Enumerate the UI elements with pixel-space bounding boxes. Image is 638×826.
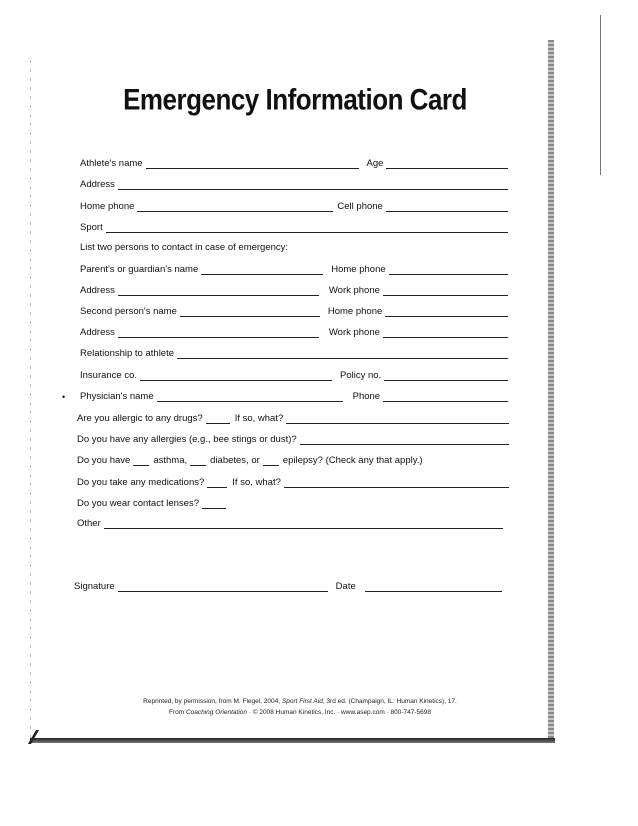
do-you-have-label: Do you have [77, 455, 131, 466]
address-2-label: Address [80, 285, 115, 296]
physician-field[interactable] [157, 391, 343, 402]
address-2-field[interactable] [118, 285, 319, 296]
signature-field[interactable] [118, 581, 328, 592]
work-phone-label: Work phone [328, 285, 380, 296]
home-phone-3-field[interactable] [385, 306, 508, 317]
address-3-label: Address [80, 327, 115, 338]
phone-field[interactable] [383, 391, 508, 402]
sport-row [80, 219, 508, 233]
work-phone-2-field[interactable] [383, 327, 508, 338]
if-so-label: If so, what? [234, 413, 284, 424]
sport-label: Sport [80, 222, 103, 233]
relationship-label: Relationship to athlete [80, 348, 175, 359]
athlete-name-label: Athlete's name [80, 158, 143, 169]
other-row [77, 515, 503, 529]
contacts-label: Do you wear contact lenses? [77, 498, 199, 509]
address-2-row [80, 282, 508, 296]
cell-phone-field[interactable] [386, 201, 508, 212]
parent-name-field[interactable] [201, 264, 323, 275]
allergies-row [77, 431, 509, 445]
address-3-row [80, 324, 508, 338]
asthma-checkbox[interactable] [133, 455, 149, 466]
second-person-row [80, 303, 508, 317]
address-3-field[interactable] [118, 327, 319, 338]
phone-row [80, 198, 508, 212]
page-title: Emergency Information Card [123, 81, 467, 117]
address-row [80, 176, 508, 190]
insurance-field[interactable] [140, 370, 332, 381]
home-phone-field[interactable] [137, 201, 333, 212]
allergies-label: Do you have any allergies (e.g., bee stings or dust)? [77, 434, 297, 445]
date-label: Date [335, 581, 356, 592]
diabetes-label: diabetes, or [210, 455, 260, 466]
policy-field[interactable] [384, 370, 508, 381]
insurance-row [80, 367, 508, 381]
drug-allergy-row [77, 410, 509, 424]
address-label: Address [80, 179, 115, 190]
home-phone-3-label: Home phone [327, 306, 383, 317]
other-label: Other [77, 518, 101, 529]
drug-allergy-field[interactable] [206, 413, 230, 424]
relationship-row [80, 345, 508, 359]
home-phone-label: Home phone [80, 201, 135, 212]
scan-edge [30, 60, 31, 740]
age-field[interactable] [386, 158, 508, 169]
address-field[interactable] [118, 179, 508, 190]
medications-label: Do you take any medications? [77, 477, 205, 488]
relationship-field[interactable] [177, 348, 508, 359]
scan-edge [600, 15, 601, 175]
sport-field[interactable] [106, 222, 508, 233]
athlete-name-field[interactable] [146, 158, 359, 169]
medications-row [77, 474, 509, 488]
physician-row [80, 388, 508, 402]
allergies-field[interactable] [300, 434, 509, 445]
signature-row [74, 578, 502, 592]
asthma-label: asthma, [153, 455, 188, 466]
epilepsy-checkbox[interactable] [263, 455, 279, 466]
age-label: Age [366, 158, 384, 169]
date-field[interactable] [365, 581, 502, 592]
work-phone-field[interactable] [383, 285, 508, 296]
scan-edge [548, 40, 554, 740]
conditions-row [77, 452, 509, 466]
athlete-name-row [80, 155, 508, 169]
physician-label: Physician's name [80, 391, 154, 402]
work-phone-2-label: Work phone [328, 327, 380, 338]
if-so-label-2: If so, what? [232, 477, 281, 488]
policy-label: Policy no. [340, 370, 382, 381]
contacts-row [77, 495, 509, 509]
parent-name-label: Parent's or guardian's name [80, 264, 199, 275]
diabetes-checkbox[interactable] [190, 455, 206, 466]
home-phone-2-label: Home phone [331, 264, 386, 275]
contact-instruction: List two persons to contact in case of emergency: [80, 242, 289, 253]
second-person-field[interactable] [180, 306, 320, 317]
bullet-mark: • [62, 392, 66, 402]
drug-allergy-label: Are you allergic to any drugs? [77, 413, 203, 424]
medications-field[interactable] [207, 477, 227, 488]
credit-line-2: From Coaching Orientation · © 2008 Human Kinetics, Inc. · www.asep.com · 800-747-5698 [168, 709, 432, 716]
insurance-label: Insurance co. [80, 370, 138, 381]
cell-phone-label: Cell phone [337, 201, 383, 212]
parent-row [80, 261, 508, 275]
scan-edge [30, 738, 555, 743]
second-person-label: Second person's name [80, 306, 177, 317]
contacts-field[interactable] [202, 498, 226, 509]
phone-label: Phone [352, 391, 381, 402]
epilepsy-label: epilepsy? (Check any that apply.) [282, 455, 423, 466]
other-field[interactable] [104, 518, 503, 529]
drug-allergy-detail-field[interactable] [286, 413, 509, 424]
home-phone-2-field[interactable] [389, 264, 508, 275]
credit-line-1: Reprinted, by permission, from M. Flegel, 2004, Sport First Aid, 3rd ed. (Champaign, IL: Human Kinetics), 17. [143, 698, 457, 705]
signature-label: Signature [74, 581, 115, 592]
medications-detail-field[interactable] [284, 477, 509, 488]
